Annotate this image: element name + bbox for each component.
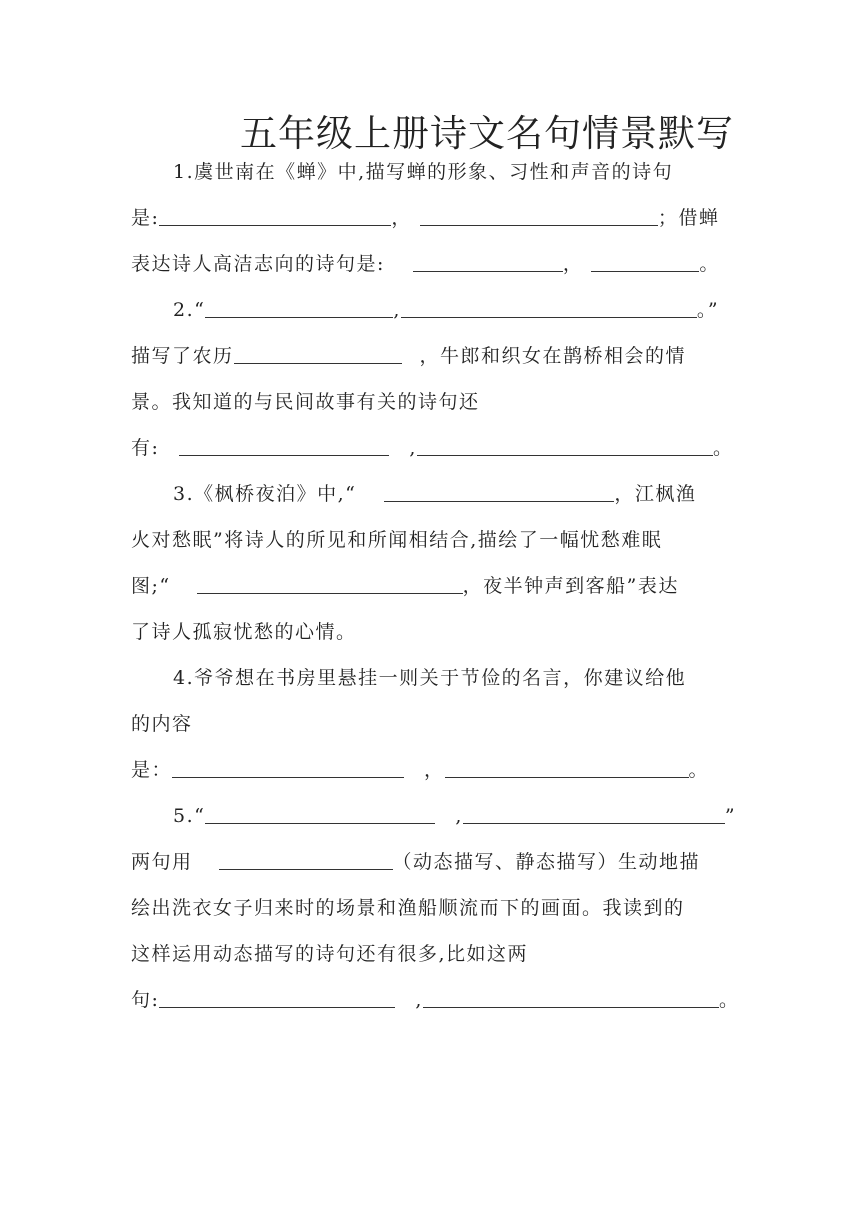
- q2-line-1: [173, 298, 719, 322]
- answer-blank[interactable]: [445, 759, 689, 778]
- q2-text: 。”: [696, 299, 720, 321]
- answer-blank[interactable]: [159, 989, 395, 1008]
- q5-text: 5.“: [173, 805, 206, 827]
- q5-line-1: [173, 804, 736, 828]
- q4-text: 的内容: [131, 713, 193, 735]
- q1-text: 。: [699, 253, 720, 275]
- q5-text: （动态描写、静态描写）生动地描: [392, 851, 701, 873]
- q5-line-3: [131, 896, 685, 920]
- q5-text: 绘出洗衣女子归来时的场景和渔船顺流而下的画面。我读到的: [131, 897, 685, 919]
- q4-line-1: [173, 666, 686, 690]
- q3-line-4: [131, 620, 357, 644]
- q3-text: 火对愁眠”将诗人的所见和所闻相结合,描绘了一幅忧愁难眠: [131, 529, 663, 551]
- q3-line-1: [173, 482, 696, 506]
- q5-text: ”: [724, 805, 737, 827]
- q1-text: ，: [562, 253, 584, 275]
- answer-blank[interactable]: [234, 345, 402, 364]
- q4-text: 。: [688, 759, 710, 781]
- q2-text: 景。我知道的与民间故事有关的诗句还: [131, 391, 480, 413]
- q5-line-2: [131, 850, 700, 874]
- q5-text: 句:: [131, 989, 160, 1011]
- q1-text: 1.虞世南在《蝉》中,描写蝉的形象、习性和声音的诗句: [173, 161, 674, 183]
- answer-blank[interactable]: [401, 299, 697, 318]
- q2-line-3: [131, 390, 480, 414]
- answer-blank[interactable]: [205, 805, 435, 824]
- q3-text: 了诗人孤寂忧愁的心情。: [131, 621, 357, 643]
- answer-blank[interactable]: [172, 759, 404, 778]
- q5-line-5: [131, 988, 739, 1012]
- q3-text: ，江枫渔: [614, 483, 697, 505]
- answer-blank[interactable]: [423, 989, 719, 1008]
- q5-line-4: [131, 942, 528, 966]
- q4-line-2: [131, 712, 193, 736]
- answer-blank[interactable]: [159, 207, 391, 226]
- q1-text: ，: [391, 207, 412, 229]
- q1-text: 是:: [131, 207, 160, 229]
- answer-blank[interactable]: [417, 437, 713, 456]
- q1-text: ；借蝉: [657, 207, 720, 229]
- q3-text: ，夜半钟声到客船”表达: [462, 575, 679, 597]
- q5-text: ,: [415, 989, 423, 1011]
- q2-line-2: [131, 344, 686, 368]
- q2-text: 描写了农历: [131, 345, 234, 367]
- answer-blank[interactable]: [420, 207, 658, 226]
- answer-blank[interactable]: [591, 253, 699, 272]
- q3-text: 3.《枫桥夜泊》中,“: [173, 483, 357, 505]
- q3-line-2: [131, 528, 662, 552]
- q2-text: 有:: [131, 437, 160, 459]
- answer-blank[interactable]: [197, 575, 463, 594]
- q1-line-3: [131, 252, 720, 276]
- q2-text: 。: [712, 437, 734, 459]
- answer-blank[interactable]: [219, 851, 393, 870]
- answer-blank[interactable]: [413, 253, 563, 272]
- q3-text: 图;“: [131, 575, 171, 597]
- q4-text: ，: [424, 759, 445, 781]
- q2-text: ,: [393, 299, 401, 321]
- page-title: 五年级上册诗文名句情景默写: [240, 112, 734, 155]
- answer-blank[interactable]: [179, 437, 389, 456]
- q2-text: ,: [409, 437, 417, 459]
- q3-line-3: [131, 574, 679, 598]
- answer-blank[interactable]: [384, 483, 614, 502]
- q5-text: 。: [718, 989, 740, 1011]
- q1-line-2: [131, 206, 719, 230]
- answer-blank[interactable]: [463, 805, 725, 824]
- q2-text: ，牛郎和织女在鹊桥相会的情: [419, 345, 687, 367]
- q2-line-4: [131, 436, 733, 460]
- q5-text: ,: [455, 805, 463, 827]
- q5-text: 这样运用动态描写的诗句还有很多,比如这两: [131, 943, 529, 965]
- answer-blank[interactable]: [205, 299, 393, 318]
- q2-text: 2.“: [173, 299, 206, 321]
- q4-text: 是：: [131, 759, 173, 781]
- q1-text: 表达诗人高洁志向的诗句是:: [131, 253, 385, 275]
- q5-text: 两句用: [131, 851, 193, 873]
- q1-line-1: [173, 160, 673, 184]
- q4-text: 4.爷爷想在书房里悬挂一则关于节俭的名言，你建议给他: [173, 667, 687, 689]
- q4-line-3: [131, 758, 709, 782]
